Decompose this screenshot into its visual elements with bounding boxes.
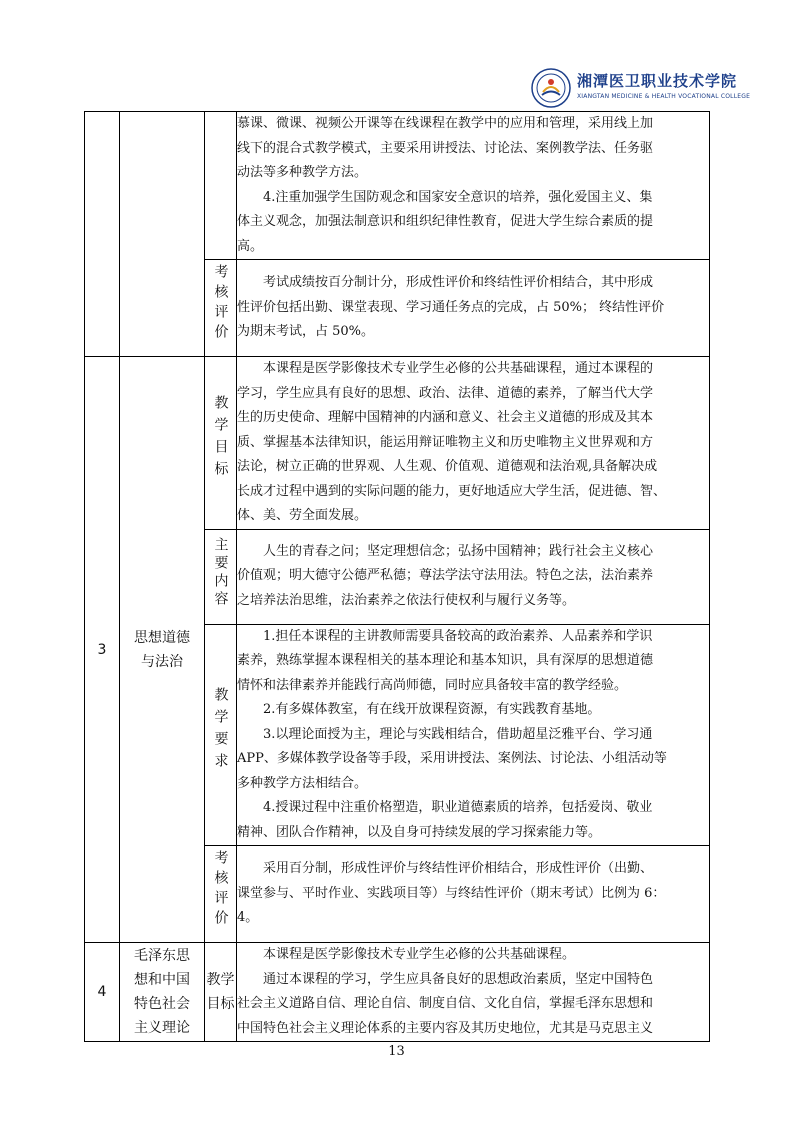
main-content: 人生的青春之问；坚定理想信念；弘扬中国精神；践行社会主义核心 价值观；明大德守公德严私德；尊法学法守法用法。特色之法，法治素养 之培养法治思维，法治素养之依法行使权利与履行义务等。 [237, 529, 710, 624]
exam-content: 考试成绩按百分制计分，形成性评价和终结性评价相结合，其中形成 性评价包括出勤、课堂表现、学习通任务点的完成，占 50%； 终结性评价 为期末考试，占 50%。 [237, 260, 710, 357]
teaching-requirements-cont: 慕课、微课、视频公开课等在线课程在教学中的应用和管理，采用线上加 线下的混合式教学模式，主要采用讲授法、讨论法、案例教学法、任务驱 动法等多种教学方法。 4.注重加强学生国防观念和国家安全意识的培养，强化爱国主义、集 体主义观念，加强法制意识和组织纪律性教育，促进大学生综合素质的提 高。 [237, 112, 710, 260]
page-number: 13 [388, 1044, 405, 1059]
college-name-en: XIANGTAN MEDICINE & HEALTH VOCATIONAL COLLEGE [577, 93, 751, 100]
college-name: 湘潭医卫职业技术学院 [577, 72, 738, 90]
course-name: 毛泽东思想和中国特色社会主义理论 [120, 943, 205, 1042]
college-seal-icon [531, 68, 571, 108]
teaching-requirements-content: 1.担任本课程的主讲教师需要具备较高的政治素养、人品素养和学识 素养，熟练掌握本课程相关的基本理论和基本知识，具有深厚的思想道德 情怀和法律素养并能践行高尚师德，同时应具备较丰富的教学经验。 2.有多媒体教室，有在线开放课程资源，有实践教育基地。 3.以理论面授为主，理论与实践相结合，借助超星泛雅平台、学习通 APP、多媒体教学设备等手段，采用讲授法、案例法、讨论法、小组活动等 多种教学方法相结合。 4.授课过程中注重价格塑造，职业道德素质的培养，包括爱岗、敬业 精神、团队合作精神，以及自身可持续发展的学习探索能力等。 [237, 624, 710, 846]
course-number-cell [85, 112, 120, 357]
teaching-goal-content: 本课程是医学影像技术专业学生必修的公共基础课程，通过本课程的 学习，学生应具有良好的思想、政治、法律、道德的素养，了解当代大学 生的历史使命、理解中国精神的内涵和意义、社会主义道德的形成及其本 质、掌握基本法律知识，能运用辩证唯物主义和历史唯物主义世界观和方 法论，树立正确的世界观、人生观、价值观、道德观和法治观,具备解决成 长成才过程中遇到的实际问题的能力，更好地适应大学生活，促进德、智、 体、美、劳全面发展。 [237, 357, 710, 530]
section-label-requirements: 教学要求 [205, 624, 237, 846]
course-name-cell [120, 112, 205, 357]
teaching-goal-content: 本课程是医学影像技术专业学生必修的公共基础课程。 通过本课程的学习，学生应具备良好的思想政治素质，坚定中国特色 社会主义道路自信、理论自信、制度自信、文化自信，掌握毛泽东思想和 中国特色社会主义理论体系的主要内容及其历史地位，尤其是马克思主义 [237, 943, 710, 1042]
curriculum-table [84, 111, 710, 1042]
section-label-exam: 考核评价 [205, 260, 237, 357]
table-row [85, 357, 710, 530]
section-label-goal: 教学目标 [205, 943, 237, 1042]
course-number: 4 [85, 943, 120, 1042]
section-label-main: 主要内容 [205, 529, 237, 624]
section-label-cell [205, 112, 237, 260]
section-label-exam: 考核评价 [205, 846, 237, 943]
table-row [85, 943, 710, 1042]
college-logo [531, 68, 751, 108]
section-label-goal: 教学目标 [205, 357, 237, 530]
table-row [85, 112, 710, 260]
course-name: 思想道德与法治 [120, 357, 205, 943]
course-number: 3 [85, 357, 120, 943]
exam-content: 采用百分制，形成性评价与终结性评价相结合，形成性评价（出勤、 课堂参与、平时作业、实践项目等）与终结性评价（期末考试）比例为 6： 4。 [237, 846, 710, 943]
